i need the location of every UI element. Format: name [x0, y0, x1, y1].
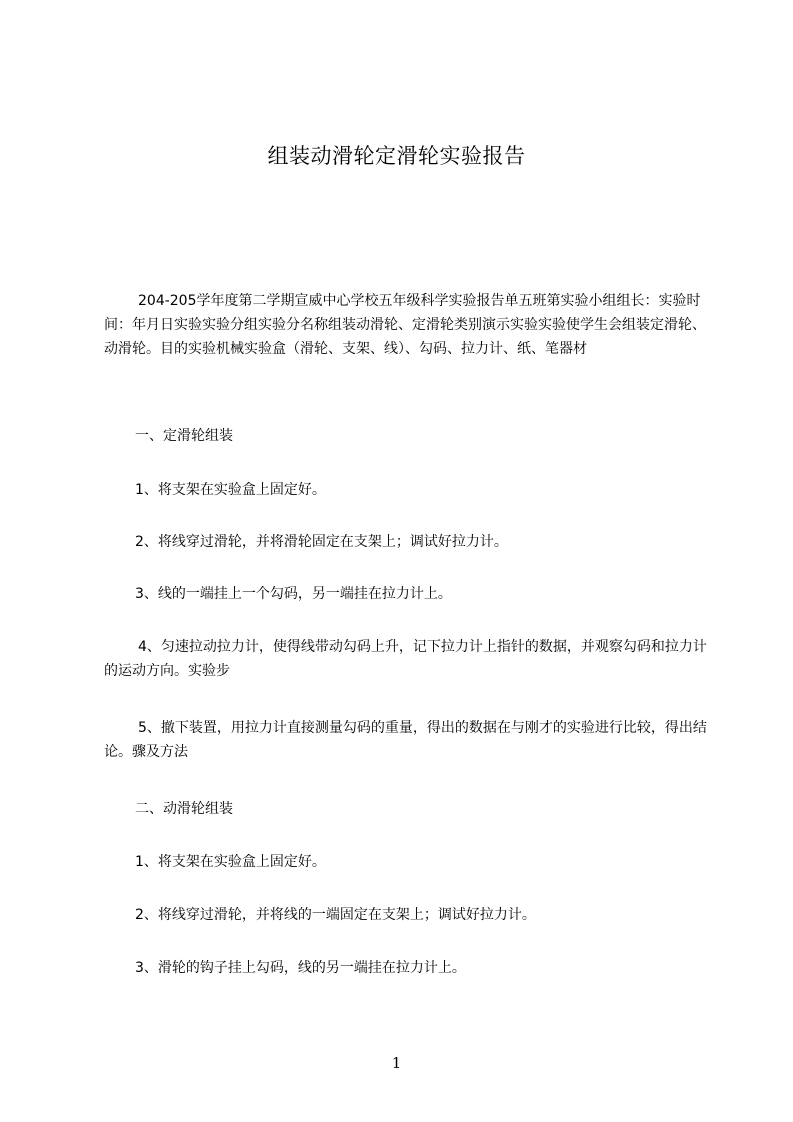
section-heading-fixed-pulley: 一、定滑轮组装: [135, 428, 233, 444]
fixed-pulley-step-2: 2、将线穿过滑轮，并将滑轮固定在支架上；调试好拉力计。: [135, 534, 508, 550]
intro-paragraph: 204-205学年度第二学期宣威中心学校五年级科学实验报告单五班第实验小组组长：实验时间：年月日实验实验分组实验分名称组装动滑轮、定滑轮类别演示实验实验使学生会组装定滑轮、动滑轮。目的实验机械实验盒（滑轮、支架、线）、勾码、拉力计、纸、笔器材: [104, 293, 706, 357]
section-heading-movable-pulley: 二、动滑轮组装: [135, 801, 233, 817]
fixed-pulley-step-1: 1、将支架在实验盒上固定好。: [135, 482, 326, 498]
fixed-pulley-step-5: 5、撤下装置，用拉力计直接测量勾码的重量，得出的数据在与刚才的实验进行比较，得出结论。骤及方法: [104, 720, 707, 760]
page-number: 1: [391, 1054, 402, 1072]
fixed-pulley-step-3: 3、线的一端挂上一个勾码，另一端挂在拉力计上。: [135, 586, 452, 602]
movable-pulley-step-2: 2、将线穿过滑轮，并将线的一端固定在支架上；调试好拉力计。: [135, 907, 536, 923]
document-title: 组装动滑轮定滑轮实验报告: [267, 144, 526, 168]
movable-pulley-step-3: 3、滑轮的钩子挂上勾码，线的另一端挂在拉力计上。: [135, 960, 466, 976]
fixed-pulley-step-4: 4、匀速拉动拉力计，使得线带动勾码上升，记下拉力计上指针的数据，并观察勾码和拉力计的运动方向。实验步: [104, 639, 707, 679]
movable-pulley-step-1: 1、将支架在实验盒上固定好。: [135, 854, 326, 870]
